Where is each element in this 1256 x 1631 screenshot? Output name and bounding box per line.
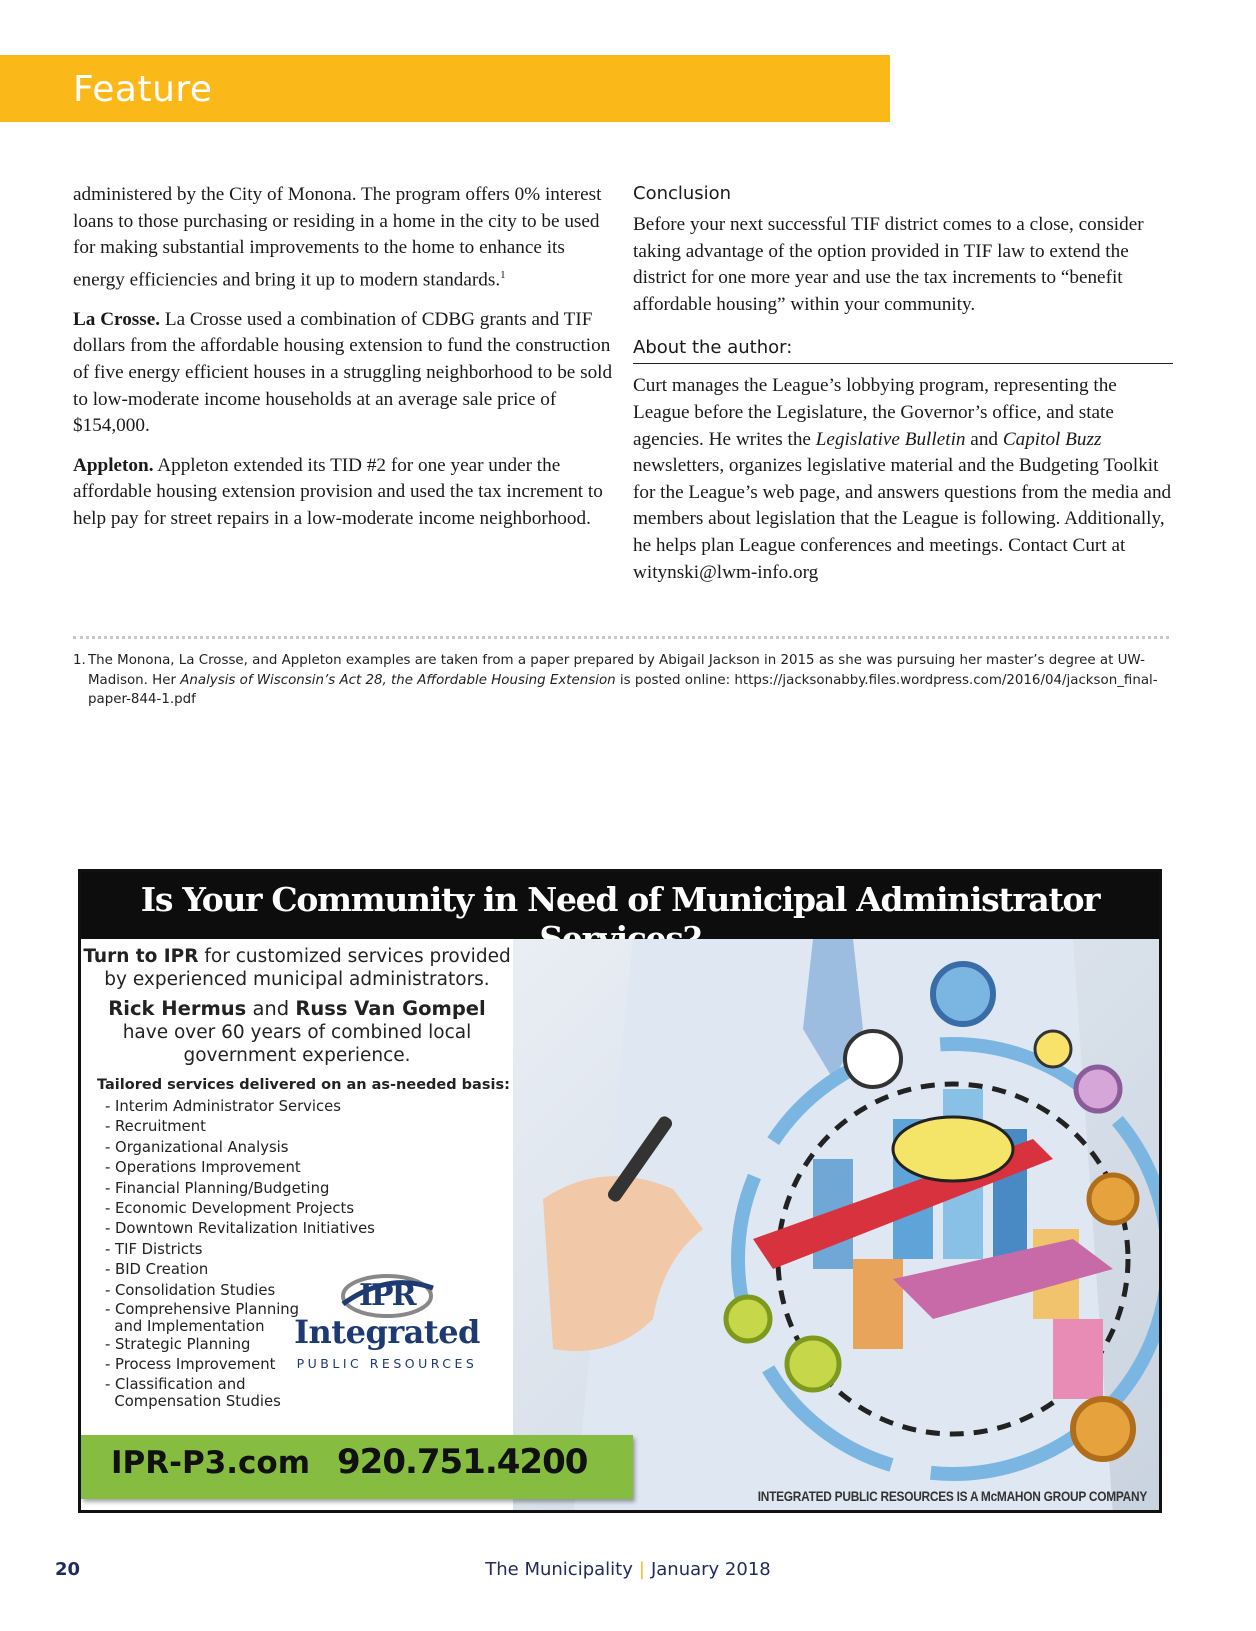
footnote-divider <box>73 636 1169 639</box>
ad-names: Rick Hermus and Russ Van Gompel <box>108 997 486 1020</box>
service-item: - Financial Planning/Budgeting <box>105 1179 330 1197</box>
ad-intro: Turn to IPR for customized services provided by experienced municipal administrators. <box>83 946 511 990</box>
ipr-logo-sub: PUBLIC RESOURCES <box>296 1356 478 1371</box>
service-item: Compensation Studies <box>105 1392 281 1410</box>
service-item: - Operations Improvement <box>105 1159 301 1177</box>
paragraph-monona: administered by the City of Monona. The program offers 0% interest loans to those purchasing or residing in a home in the city to be used for making substantial improvements to the home to enhance its energy efficiencies and bring it up to modern standards.$^1$ <box>73 184 602 291</box>
about-author-paragraph: Curt manages the League’s lobbying program, representing the League before the Legislature, the Governor’s office, and state agencies. He writes the Legislative Bulletin and Capitol Buzz newsletters, organizes legislative material and the Budgeting Toolkit for the League’s web page, and answers questions from the media and members about legislation that the League is following. Additionally, he helps plan League conferences and meetings. Contact Curt at witynski@lwm-info.org <box>633 375 1172 583</box>
service-item: and Implementation <box>105 1318 265 1336</box>
ipr-logo-letters: IPR <box>359 1278 415 1313</box>
service-item: - Comprehensive Planning <box>105 1301 300 1319</box>
ad-services-heading: Tailored services delivered on an as-needed basis: <box>97 1077 510 1093</box>
service-item: - Economic Development Projects <box>105 1200 355 1218</box>
service-item: - BID Creation <box>105 1261 209 1279</box>
paragraph-lead: La Crosse. <box>73 308 161 330</box>
footnote: 1. The Monona, La Crosse, and Appleton examples are taken from a paper prepared by Abigail Jackson in 2015 as she was pursuing her master’s degree at UW-Madison. Her Analysis of Wisconsin’s Act 28, the Affordable Housing Extension is posted online: https://jacksonabby.files.wordpress.com/2016/04/jackson_final-paper-844-1.pdf <box>73 653 1158 707</box>
conclusion-heading: Conclusion <box>633 183 732 204</box>
ad-illustration <box>513 939 1162 1513</box>
city-cycle-illustration-icon <box>513 939 1162 1513</box>
about-author-heading: About the author: <box>633 336 1173 364</box>
ad-phone-number[interactable]: 920.751.4200 <box>337 1442 588 1482</box>
left-column <box>73 182 613 546</box>
right-column <box>633 182 1173 599</box>
service-item: - Classification and <box>105 1375 246 1393</box>
service-item: - Downtown Revitalization Initiatives <box>105 1220 375 1238</box>
page-number: 20 <box>55 1559 81 1580</box>
paragraph-la-crosse: La Crosse. La Crosse used a combination of CDBG grants and TIF dollars from the affordable housing extension to fund the construction of five energy efficient houses in a struggling neighborhood to be sold to low-moderate income households at an average sale price of $154,000. <box>73 308 613 437</box>
service-item: - Organizational Analysis <box>105 1138 289 1156</box>
service-item: - Interim Administrator Services <box>105 1098 341 1115</box>
footer-separator: | <box>638 1559 645 1580</box>
paragraph-appleton: Appleton. Appleton extended its TID #2 for one year under the affordable housing extension provision and used the tax increment to help pay for street repairs in a low-moderate income neighborhood. <box>73 454 603 529</box>
ad-contact-bar <box>81 1435 633 1499</box>
footnote-ref: 1 <box>500 268 506 281</box>
ad-title-bar <box>81 872 1159 939</box>
service-item: - Recruitment <box>105 1118 206 1136</box>
paragraph-lead: Appleton. <box>73 454 154 476</box>
ad-title: Is Your Community in Need of Municipal Administrator <box>140 880 1100 919</box>
service-item: - Process Improvement <box>105 1356 276 1374</box>
publication-footer <box>0 1559 1256 1580</box>
publication-date: January 2018 <box>650 1559 771 1580</box>
service-item: - Consolidation Studies <box>105 1281 276 1299</box>
ipr-logo <box>287 1268 492 1378</box>
ipr-logo-name: Integrated <box>294 1313 480 1351</box>
section-label: Feature <box>73 69 213 110</box>
ipr-advertisement <box>78 869 1162 1513</box>
ad-company-tagline: INTEGRATED PUBLIC RESOURCES IS A McMAHON GROUP COMPANY <box>757 1488 1147 1504</box>
service-item: - Strategic Planning <box>105 1336 251 1354</box>
service-item: - TIF Districts <box>105 1240 203 1258</box>
ad-website-link[interactable]: IPR-P3.com <box>111 1445 311 1481</box>
footnote-number: 1. <box>73 653 86 668</box>
conclusion-paragraph: Before your next successful TIF district comes to a close, consider taking advantage of the option provided in TIF law to extend the district for one more year and use the tax increments to “benefit affordable housing” within your community. <box>633 214 1144 315</box>
ad-experience: have over 60 years of combined local government experience. <box>122 1022 472 1066</box>
publication-name: The Municipality <box>485 1559 633 1580</box>
section-banner <box>0 55 890 122</box>
